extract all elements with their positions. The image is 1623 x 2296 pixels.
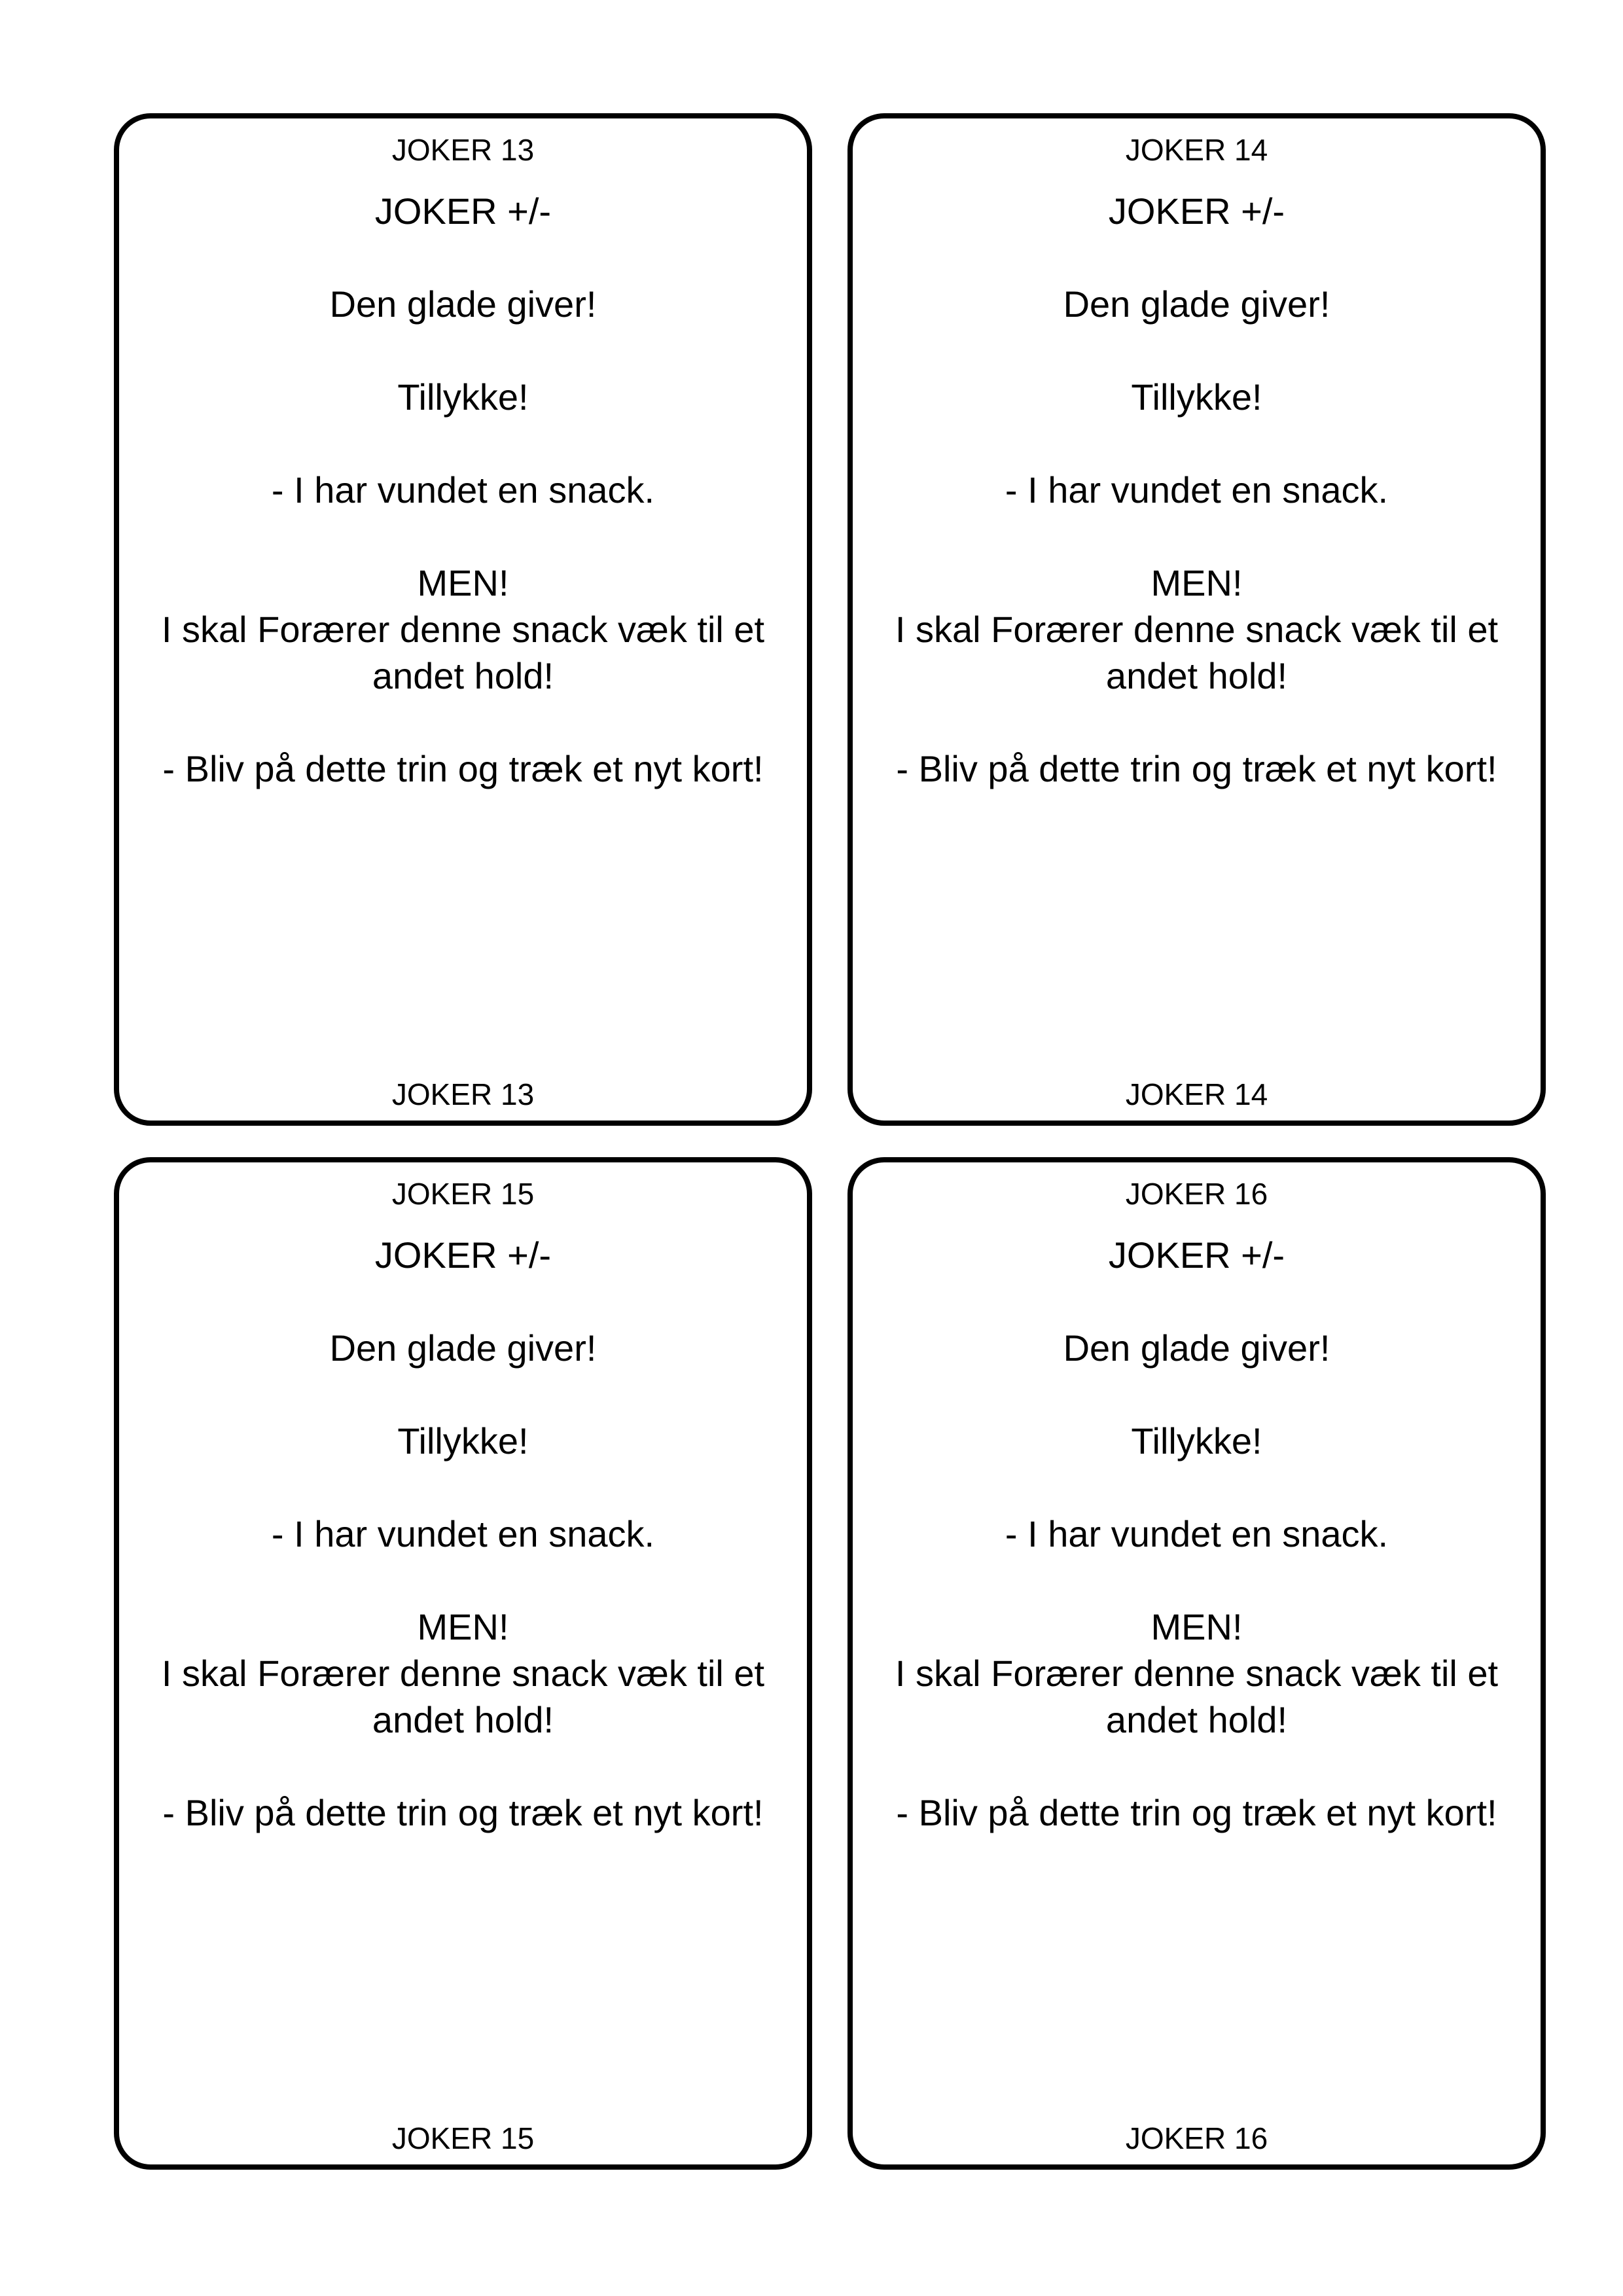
card-top-label: JOKER 14 (1125, 133, 1268, 167)
card-line-but: MEN! (1150, 1606, 1243, 1647)
joker-card-14 (847, 113, 1546, 1126)
card-body (132, 188, 794, 792)
card-body (866, 188, 1527, 792)
card-line-congrats: Tillykke! (397, 376, 529, 418)
card-top-label: JOKER 15 (391, 1177, 535, 1211)
card-title: JOKER +/- (1108, 1234, 1285, 1276)
card-line-won-snack: - I har vundet en snack. (271, 469, 655, 511)
card-bottom-label: JOKER 16 (1125, 2121, 1268, 2155)
card-body (132, 1232, 794, 1836)
card-line-give-away: I skal Forærer denne snack væk til et andet hold! (161, 609, 765, 696)
card-line-but: MEN! (1150, 562, 1243, 603)
card-line-give-away: I skal Forærer denne snack væk til et andet hold! (895, 1653, 1499, 1740)
card-title: JOKER +/- (374, 190, 552, 232)
card-line-congrats: Tillykke! (397, 1420, 529, 1462)
card-line-stay: - Bliv på dette trin og træk et nyt kort! (162, 748, 764, 789)
card-bottom-label: JOKER 14 (1125, 1077, 1268, 1111)
card-line-but: MEN! (417, 1606, 509, 1647)
card-line-won-snack: - I har vundet en snack. (1005, 469, 1389, 511)
card-line-giver: Den glade giver! (329, 1327, 597, 1369)
card-body (866, 1232, 1527, 1836)
card-title: JOKER +/- (1108, 190, 1285, 232)
card-bottom-label: JOKER 15 (391, 2121, 535, 2155)
card-line-give-away: I skal Forærer denne snack væk til et andet hold! (161, 1653, 765, 1740)
card-line-but: MEN! (417, 562, 509, 603)
card-bottom-label: JOKER 13 (391, 1077, 535, 1111)
card-line-giver: Den glade giver! (1063, 283, 1330, 325)
card-top-label: JOKER 13 (391, 133, 535, 167)
joker-card-13 (114, 113, 812, 1126)
card-line-giver: Den glade giver! (329, 283, 597, 325)
joker-card-15 (114, 1157, 812, 2170)
card-line-won-snack: - I har vundet en snack. (1005, 1513, 1389, 1554)
joker-card-16 (847, 1157, 1546, 2170)
card-top-label: JOKER 16 (1125, 1177, 1268, 1211)
card-line-giver: Den glade giver! (1063, 1327, 1330, 1369)
card-line-congrats: Tillykke! (1131, 1420, 1262, 1462)
card-line-won-snack: - I har vundet en snack. (271, 1513, 655, 1554)
card-line-congrats: Tillykke! (1131, 376, 1262, 418)
card-title: JOKER +/- (374, 1234, 552, 1276)
card-line-stay: - Bliv på dette trin og træk et nyt kort! (162, 1792, 764, 1833)
card-line-stay: - Bliv på dette trin og træk et nyt kort! (896, 748, 1497, 789)
card-line-give-away: I skal Forærer denne snack væk til et andet hold! (895, 609, 1499, 696)
card-line-stay: - Bliv på dette trin og træk et nyt kort! (896, 1792, 1497, 1833)
